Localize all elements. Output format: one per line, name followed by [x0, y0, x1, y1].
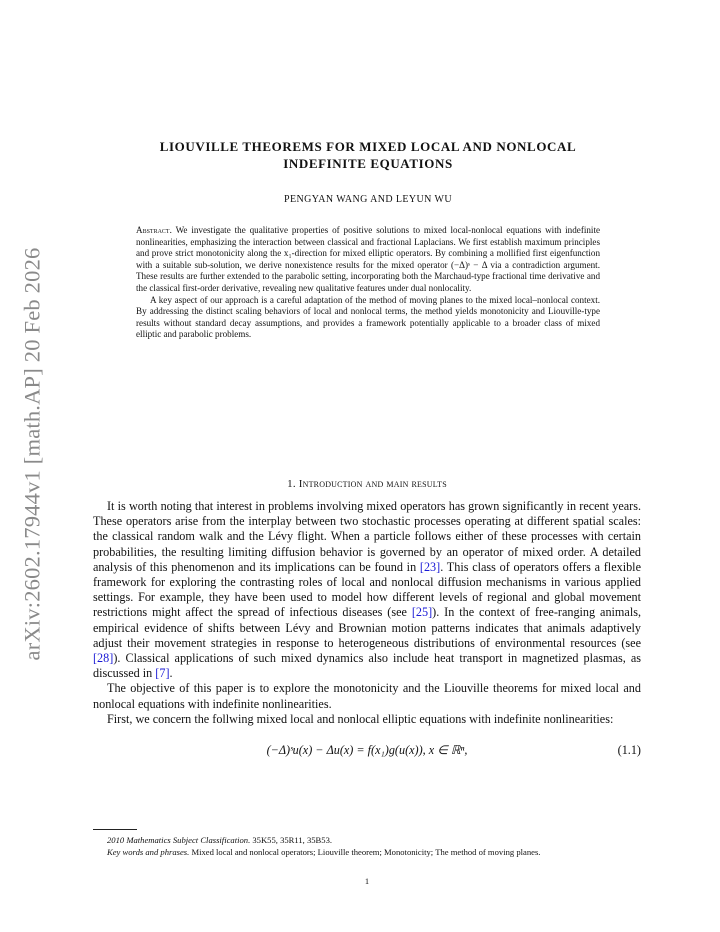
msc-label: 2010 Mathematics Subject Classification. [107, 835, 251, 845]
abstract [136, 225, 600, 341]
section-title: Introduction and main results [298, 478, 447, 490]
keywords-footnote [93, 847, 641, 859]
body-text-segment: . [169, 666, 173, 681]
keywords-label: Key words and phrases. [107, 846, 190, 857]
citation-link[interactable]: [28] [93, 651, 114, 666]
section-number: 1. [287, 478, 296, 490]
citation-link[interactable]: [7] [155, 666, 170, 681]
body-text-segment: ). In the context of free-ranging animals, empirical evidence of shifts between Lévy and Brownian motion patterns indicates that animals adaptively adjust their movement strategies in response to heterogeneous distributions of environmental resources (see [93, 605, 641, 650]
equation-number: (1.1) [617, 743, 641, 757]
section-heading [93, 478, 641, 490]
body-paragraph-3: First, we concern the follwing mixed local and nonlocal elliptic equations with indefinite nonlinearities: [107, 711, 614, 726]
arxiv-stamp [14, 246, 50, 662]
body-text-segment: ). Classical applications of such mixed dynamics also include heat transport in magnetized plasmas, as discussed in [93, 651, 641, 681]
body-paragraph-1 [93, 499, 641, 681]
body-text [93, 499, 641, 727]
abstract-text-1: We investigate the qualitative properties of positive solutions to mixed local-nonlocal equations with indefinite nonlinearities, emphasizing the interaction between classical and fractional Laplacians. We first establish maximum principles and prove strict monotonicity along the x₁-direction for mixed elliptic operators. By combining a mollified first eigenfunction with a suitable sub-solution, we derive nonexistence results for the mixed operator (−Δ)ˢ − Δ via a contradiction argument. These results are further extended to the parabolic setting, incorporating both the Marchaud-type fractional time derivative and the classical first-order derivative, revealing new qualitative features under dual nonlocality. [136, 225, 601, 293]
footnote-divider [93, 829, 137, 830]
abstract-label: Abstract. [136, 225, 172, 235]
page-number: 1 [364, 876, 370, 886]
body-text-segment: It is worth noting that interest in problems involving mixed operators has grown significantly in recent years. These operators arise from the interplay between two stochastic processes operating at different spatial scales: the classical random walk and the Lévy flight. When a particle follows either of these processes with certain probabilities, the resulting limiting diffusion behavior is governed by an operator of mixed order. A detailed analysis of this phenomenon and its implications can be found in [93, 499, 641, 574]
keywords-value: Mixed local and nonlocal operators; Liouville theorem; Monotonicity; The method of moving planes. [191, 846, 541, 857]
citation-link[interactable]: [23] [419, 559, 441, 574]
citation-link[interactable]: [25] [411, 605, 433, 620]
body-paragraph-2: The objective of this paper is to explore the monotonicity and the Liouville theorems for mixed local and nonlocal equations with indefinite nonlinearities. [93, 681, 641, 711]
paper-authors: PENGYAN WANG AND LEYUN WU [284, 194, 452, 205]
paper-title: LIOUVILLE THEOREMS FOR MIXED LOCAL AND NONLOCAL INDEFINITE EQUATIONS [159, 139, 577, 171]
display-equation [93, 743, 641, 761]
abstract-paragraph-2: A key aspect of our approach is a careful adaptation of the method of moving planes to the mixed local–nonlocal context. By addressing the distinct scaling behaviors of local and nonlocal terms, the method yields monotonicity and Liouville-type results without standard decay assumptions, and provides a framework potentially applicable to a broader class of mixed elliptic and parabolic problems. [136, 294, 600, 340]
msc-value: 35K55, 35R11, 35B53. [252, 835, 333, 845]
footnotes [93, 835, 641, 858]
arxiv-identifier: arXiv:2602.17944v1 [math.AP] 20 Feb 2026 [19, 247, 44, 661]
abstract-paragraph-1 [136, 225, 600, 295]
equation-math: (−Δ)ˢu(x) − Δu(x) = f(x₁)g(u(x)), x ∈ ℝⁿ, [266, 743, 468, 757]
body-text-segment: . This class of operators offers a flexible framework for exploring the contrasting roles of local and nonlocal diffusion mechanisms in various applied settings. For example, they have been used to model how different levels of regional and global movement restrictions might affect the spread of infectious diseases (see [93, 559, 641, 620]
msc-footnote [93, 835, 641, 847]
